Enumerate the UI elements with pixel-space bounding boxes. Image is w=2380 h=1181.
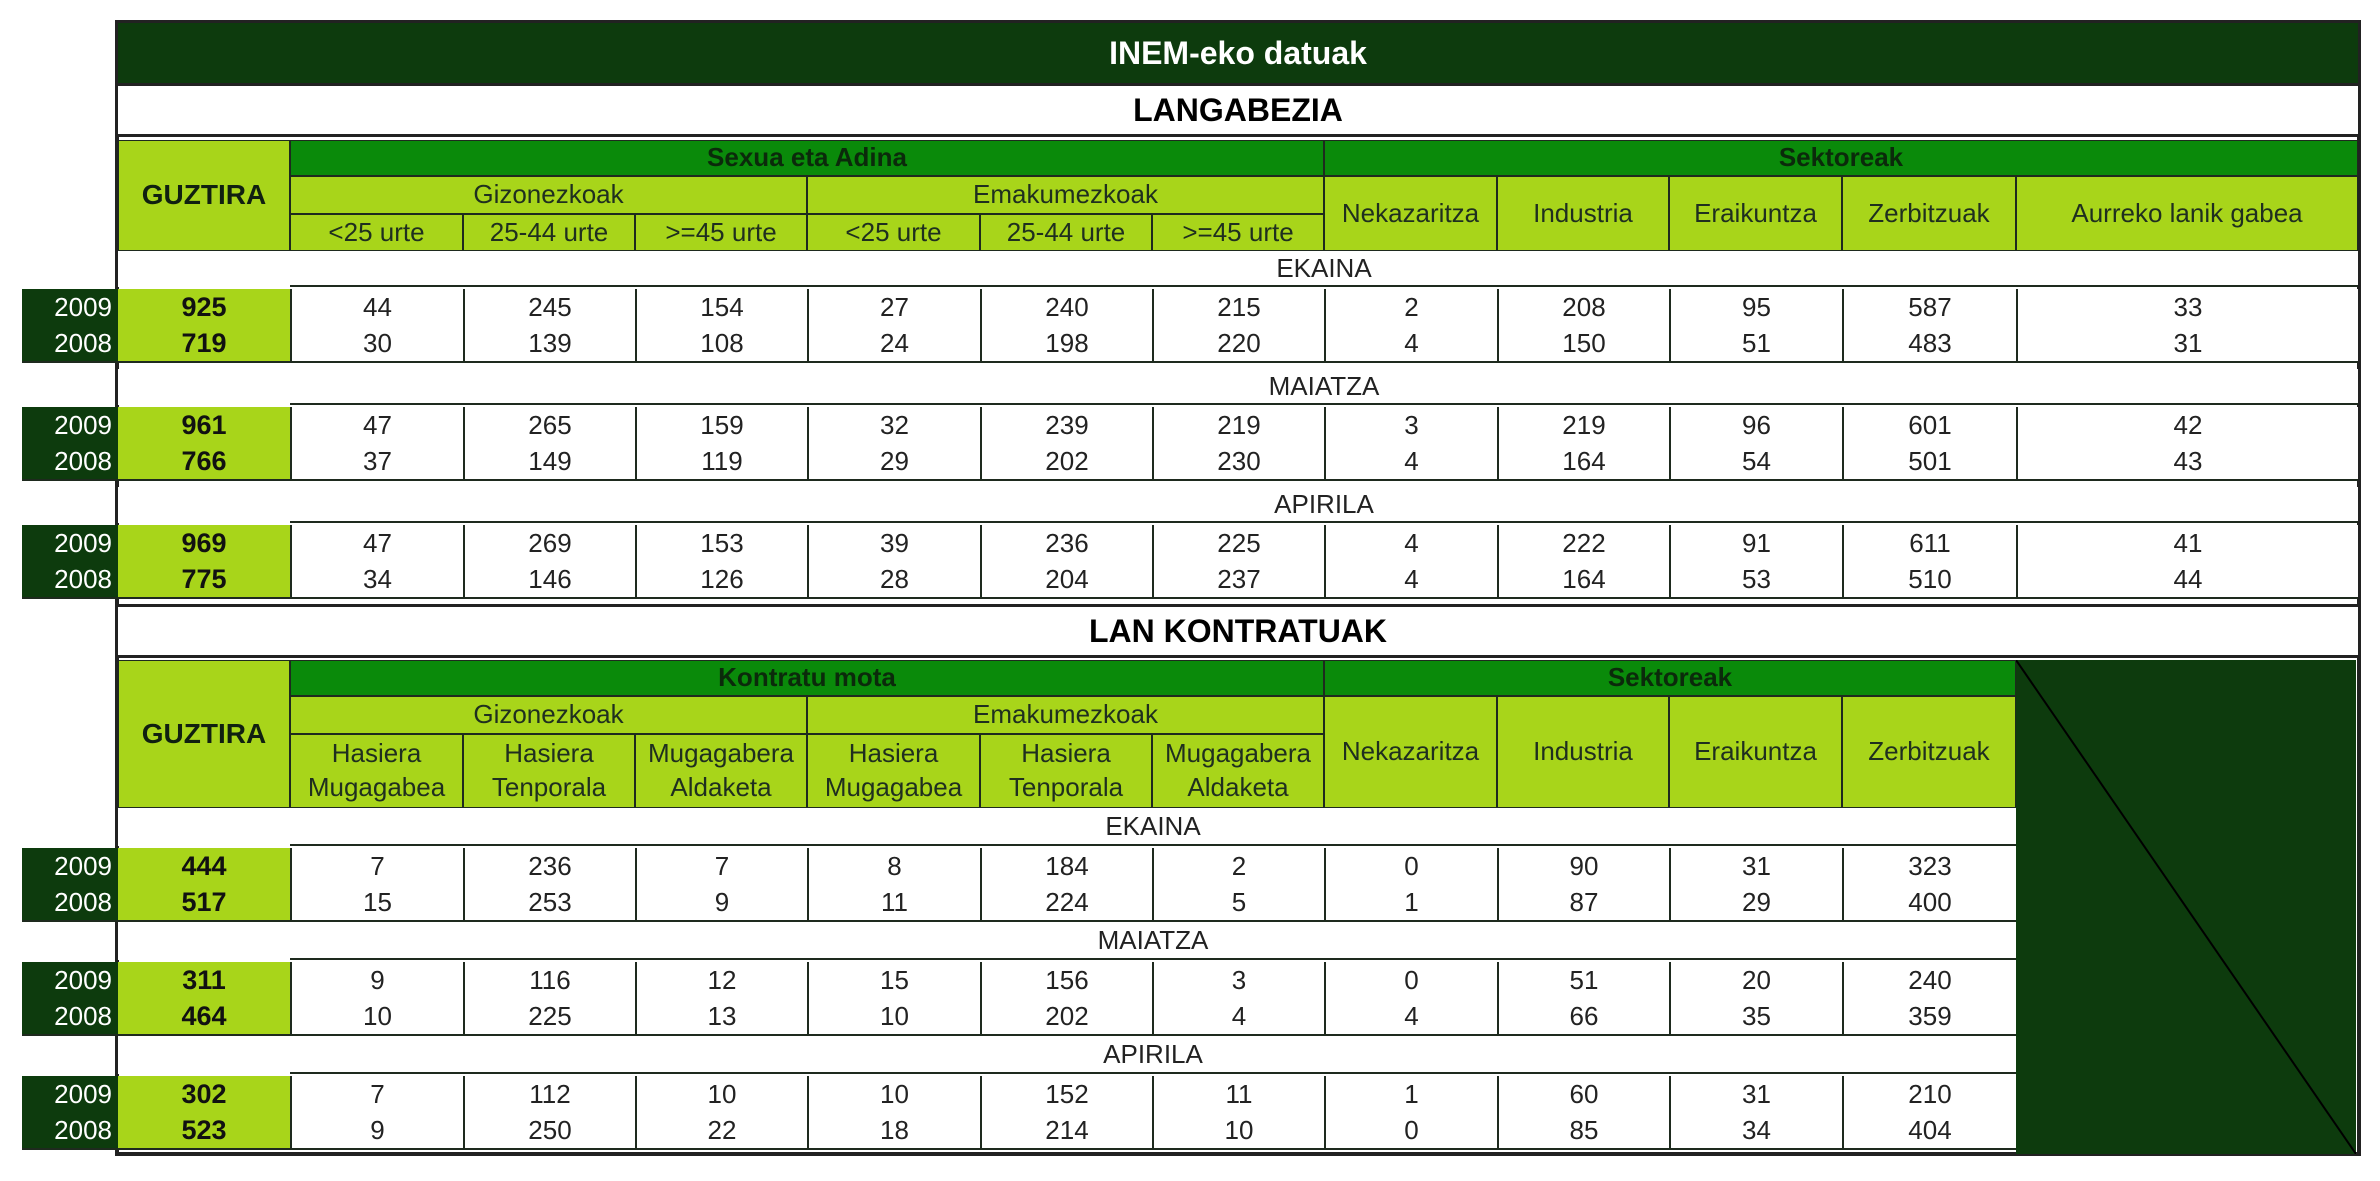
contract-type-line2: Mugagabea [824,772,963,802]
table-cell: 198 [980,325,1152,361]
table-cell: 54 [1669,443,1842,479]
table-cell: 208 [1497,289,1669,325]
year-label: 2008 [22,443,118,479]
table-cell: 587 [1842,289,2016,325]
row-divider [22,1148,2016,1150]
table-cell: 8 [807,848,980,884]
table-cell: 85 [1497,1112,1669,1148]
section-title-kontratuak: LAN KONTRATUAK [118,604,2358,658]
contract-type-line1: Mugagabera [648,738,794,769]
table-cell: 253 [463,884,635,920]
table-cell: 47 [290,407,463,443]
table-cell: 5 [1152,884,1324,920]
table-cell: 1 [1324,1076,1497,1112]
month-label: MAIATZA [290,369,2358,405]
total-value: 311 [118,962,290,998]
year-label: 2008 [22,325,118,361]
table-cell: 91 [1669,525,1842,561]
table-cell: 116 [463,962,635,998]
table-cell: 9 [290,1112,463,1148]
table-cell: 47 [290,525,463,561]
contract-type-header [807,734,980,808]
table-cell: 149 [463,443,635,479]
month-spacer [118,808,290,846]
age-header: <25 urte [290,214,463,251]
table-cell: 7 [635,848,807,884]
group-header-sektoreak: Sektoreak [1324,660,2016,696]
table-cell: 11 [807,884,980,920]
table-cell: 10 [807,1076,980,1112]
contract-type-line2: Tenporala [491,772,607,802]
table-cell: 250 [463,1112,635,1148]
year-label: 2009 [22,1076,118,1112]
table-cell: 12 [635,962,807,998]
sector-header: Nekazaritza [1324,696,1497,808]
total-value: 517 [118,884,290,920]
table-cell: 37 [290,443,463,479]
total-value: 925 [118,289,290,325]
table-cell: 601 [1842,407,2016,443]
year-label: 2009 [22,848,118,884]
table-cell: 18 [807,1112,980,1148]
table-cell: 15 [290,884,463,920]
empty-diagonal-cell [2016,660,2356,1154]
table-cell: 31 [1669,1076,1842,1112]
table-cell: 28 [807,561,980,597]
table-cell: 34 [1669,1112,1842,1148]
table-cell: 10 [807,998,980,1034]
table-cell: 240 [980,289,1152,325]
table-cell: 237 [1152,561,1324,597]
table-cell: 9 [635,884,807,920]
year-label: 2009 [22,407,118,443]
table-cell: 225 [1152,525,1324,561]
year-label: 2009 [22,289,118,325]
contract-type-line2: Aldaketa [1187,772,1289,802]
row-divider [22,361,2358,363]
table-cell: 219 [1497,407,1669,443]
sector-header: Aurreko lanik gabea [2016,176,2358,251]
table-cell: 153 [635,525,807,561]
table-cell: 22 [635,1112,807,1148]
table-cell: 4 [1324,998,1497,1034]
table-cell: 4 [1324,561,1497,597]
total-value: 464 [118,998,290,1034]
contract-type-line2: Tenporala [1008,772,1124,802]
table-cell: 240 [1842,962,2016,998]
table-cell: 0 [1324,848,1497,884]
year-label: 2009 [22,525,118,561]
subgroup-women: Emakumezkoak [807,176,1324,214]
table-cell: 10 [1152,1112,1324,1148]
table-cell: 323 [1842,848,2016,884]
table-cell: 230 [1152,443,1324,479]
table-cell: 27 [807,289,980,325]
table-cell: 119 [635,443,807,479]
table-cell: 219 [1152,407,1324,443]
table-cell: 204 [980,561,1152,597]
table-cell: 239 [980,407,1152,443]
table-cell: 30 [290,325,463,361]
table-cell: 236 [463,848,635,884]
table-cell: 245 [463,289,635,325]
diagonal-line [2016,660,2356,1154]
table-cell: 10 [635,1076,807,1112]
row-divider [22,479,2358,481]
table-cell: 1 [1324,884,1497,920]
table-cell: 33 [2016,289,2358,325]
table-cell: 404 [1842,1112,2016,1148]
table-cell: 202 [980,998,1152,1034]
table-cell: 87 [1497,884,1669,920]
table-cell: 53 [1669,561,1842,597]
sector-header: Eraikuntza [1669,696,1842,808]
group-header-kontratu-mota: Kontratu mota [290,660,1324,696]
table-cell: 66 [1497,998,1669,1034]
table-cell: 510 [1842,561,2016,597]
contract-type-header [463,734,635,808]
contract-type-header [635,734,807,808]
table-cell: 95 [1669,289,1842,325]
age-header: >=45 urte [1152,214,1324,251]
table-cell: 164 [1497,561,1669,597]
table-cell: 42 [2016,407,2358,443]
table-cell: 3 [1152,962,1324,998]
table-cell: 236 [980,525,1152,561]
total-value: 302 [118,1076,290,1112]
table-cell: 13 [635,998,807,1034]
year-label: 2008 [22,1112,118,1148]
contract-type-header [1152,734,1324,808]
month-label: EKAINA [290,251,2358,287]
table-cell: 11 [1152,1076,1324,1112]
table-cell: 31 [2016,325,2358,361]
year-label: 2009 [22,962,118,998]
table-cell: 202 [980,443,1152,479]
year-label: 2008 [22,884,118,920]
age-header: >=45 urte [635,214,807,251]
month-spacer [118,1036,290,1074]
contract-type-line2: Aldaketa [670,772,772,802]
total-value: 719 [118,325,290,361]
contract-type-header [980,734,1152,808]
table-cell: 139 [463,325,635,361]
table-cell: 51 [1669,325,1842,361]
contract-type-line1: Hasiera [1021,738,1111,769]
table-cell: 112 [463,1076,635,1112]
table-cell: 35 [1669,998,1842,1034]
table-cell: 90 [1497,848,1669,884]
contract-type-header [290,734,463,808]
contract-type-line1: Hasiera [848,738,939,769]
table-cell: 483 [1842,325,2016,361]
subgroup-women: Emakumezkoak [807,696,1324,734]
table-cell: 156 [980,962,1152,998]
sector-header: Eraikuntza [1669,176,1842,251]
table-cell: 15 [807,962,980,998]
subgroup-men: Gizonezkoak [290,176,807,214]
page-title: INEM-eko datuak [118,23,2358,83]
table-cell: 108 [635,325,807,361]
table-cell: 3 [1324,407,1497,443]
group-header-sektoreak: Sektoreak [1324,140,2358,176]
table-cell: 150 [1497,325,1669,361]
table-cell: 501 [1842,443,2016,479]
table-cell: 4 [1324,525,1497,561]
table-cell: 43 [2016,443,2358,479]
table-cell: 222 [1497,525,1669,561]
table-cell: 4 [1324,443,1497,479]
table-cell: 164 [1497,443,1669,479]
table-cell: 44 [290,289,463,325]
table-cell: 7 [290,848,463,884]
contract-type-line1: Hasiera [331,738,422,769]
table-cell: 0 [1324,1112,1497,1148]
table-cell: 44 [2016,561,2358,597]
contract-type-line2: Mugagabea [307,772,446,802]
total-value: 523 [118,1112,290,1148]
group-header-sexua: Sexua eta Adina [290,140,1324,176]
contract-type-line1: Mugagabera [1165,738,1311,769]
subgroup-men: Gizonezkoak [290,696,807,734]
total-value: 766 [118,443,290,479]
total-value: 961 [118,407,290,443]
section-title-langabezia: LANGABEZIA [118,83,2358,137]
month-label: APIRILA [290,1036,2016,1074]
month-label: EKAINA [290,808,2016,846]
table-cell: 2 [1152,848,1324,884]
table-cell: 210 [1842,1076,2016,1112]
table-cell: 29 [1669,884,1842,920]
age-header: 25-44 urte [463,214,635,251]
table-cell: 215 [1152,289,1324,325]
total-value: 775 [118,561,290,597]
sector-header: Industria [1497,176,1669,251]
table-cell: 4 [1324,325,1497,361]
month-label: APIRILA [290,487,2358,523]
table-cell: 611 [1842,525,2016,561]
table-cell: 39 [807,525,980,561]
table-cell: 220 [1152,325,1324,361]
table-cell: 31 [1669,848,1842,884]
sector-header: Zerbitzuak [1842,696,2016,808]
table-cell: 29 [807,443,980,479]
contract-type-line1: Hasiera [504,738,594,769]
table-cell: 7 [290,1076,463,1112]
table-cell: 225 [463,998,635,1034]
total-value: 969 [118,525,290,561]
table-cell: 34 [290,561,463,597]
table-cell: 214 [980,1112,1152,1148]
table-cell: 154 [635,289,807,325]
table-cell: 265 [463,407,635,443]
table-cell: 184 [980,848,1152,884]
month-spacer [118,487,290,523]
table-cell: 152 [980,1076,1152,1112]
total-value: 444 [118,848,290,884]
month-spacer [118,251,290,287]
row-divider [22,597,2358,599]
age-header: 25-44 urte [980,214,1152,251]
table-cell: 51 [1497,962,1669,998]
sector-header: Nekazaritza [1324,176,1497,251]
table-cell: 20 [1669,962,1842,998]
age-header: <25 urte [807,214,980,251]
table-cell: 269 [463,525,635,561]
table-cell: 126 [635,561,807,597]
year-label: 2008 [22,998,118,1034]
table-cell: 32 [807,407,980,443]
month-spacer [118,369,290,405]
sector-header: Zerbitzuak [1842,176,2016,251]
table-cell: 24 [807,325,980,361]
table-cell: 9 [290,962,463,998]
year-label: 2008 [22,561,118,597]
table-cell: 400 [1842,884,2016,920]
guztira-header: GUZTIRA [118,660,290,808]
table-cell: 60 [1497,1076,1669,1112]
month-label: MAIATZA [290,922,2016,960]
sector-header: Industria [1497,696,1669,808]
table-cell: 41 [2016,525,2358,561]
table-cell: 4 [1152,998,1324,1034]
table-cell: 146 [463,561,635,597]
table-cell: 10 [290,998,463,1034]
table-cell: 0 [1324,962,1497,998]
table-cell: 159 [635,407,807,443]
table-cell: 224 [980,884,1152,920]
guztira-header: GUZTIRA [118,140,290,251]
table-cell: 2 [1324,289,1497,325]
table-cell: 359 [1842,998,2016,1034]
month-spacer [118,922,290,960]
table-cell: 96 [1669,407,1842,443]
